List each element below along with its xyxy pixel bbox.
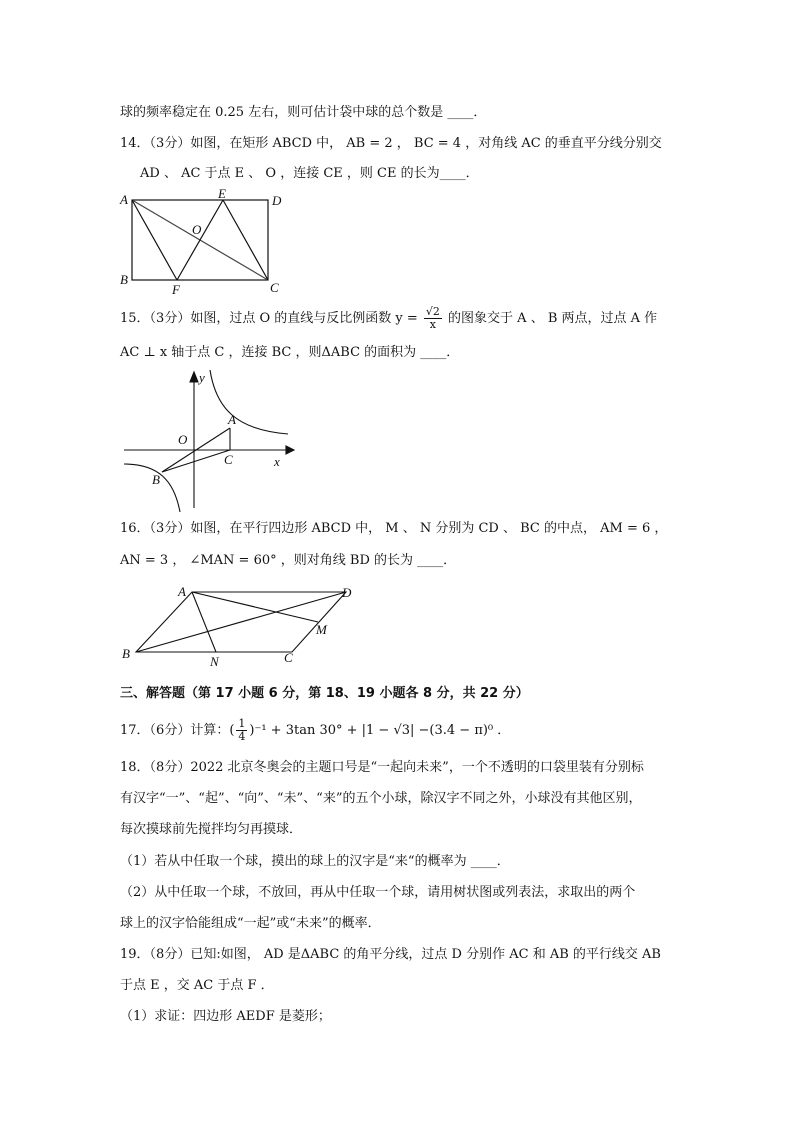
label-a: A: [120, 192, 128, 207]
figure-14-rectangle: [112, 188, 292, 296]
label-c: C: [284, 650, 293, 665]
question-19-part-1: （1）求证：四边形 AEDF 是菱形；: [120, 1009, 331, 1024]
label-c: C: [270, 280, 279, 295]
label-e: E: [218, 188, 226, 201]
question-18-part-2-line-2: 球上的汉字恰能组成“一起”或“未来”的概率．: [120, 916, 381, 931]
label-a: A: [228, 412, 236, 427]
question-18-line-3: 每次摸球前先搅拌均匀再摸球．: [120, 822, 303, 837]
question-18-part-2-line-1: （2）从中任取一个球，不放回，再从中任取一个球，请用树状图或列表法，求取出的两个: [120, 885, 636, 900]
fraction-denominator: 4: [238, 730, 246, 743]
question-15-text-pre: 15．（3分）如图，过点 O 的直线与反比例函数 y =: [120, 311, 418, 326]
label-b: B: [122, 646, 130, 661]
question-16-line-2: AN = 3 ， ∠MAN = 60° ，则对角线 BD 的长为 ____．: [120, 553, 457, 568]
fraction-one-quarter: [236, 718, 247, 743]
figure-16-parallelogram: [118, 580, 364, 670]
fraction-numerator: √2: [425, 305, 440, 318]
question-16-line-1: 16．（3分）如图，在平行四边形 ABCD 中， M 、 N 分别为 CD 、 BC 的中点， AM = 6 ，: [120, 521, 668, 536]
question-18-line-2: 有汉字“一”、“起”、“向”、“未”、“来”的五个小球，除汉字不同之外，小球没有其他区别，: [120, 791, 642, 806]
label-o: O: [192, 222, 202, 237]
label-f: F: [172, 282, 180, 296]
label-o: O: [178, 432, 188, 447]
section-3-heading: 三、解答题（第 17 小题 6 分，第 18、19 小题各 8 分，共 22 分）: [120, 686, 529, 701]
label-a: A: [178, 584, 186, 599]
fraction-numerator: 1: [238, 717, 246, 730]
label-b: B: [120, 272, 128, 287]
label-m: M: [316, 622, 327, 637]
question-15-line-2: AC ⊥ x 轴于点 C ，连接 BC ，则ΔABC 的面积为 ____．: [120, 345, 460, 360]
question-15-text-post: 的图象交于 A 、 B 两点，过点 A 作: [448, 311, 658, 326]
question-19-line-1: 19．（8分）已知:如图， AD 是ΔABC 的角平分线，过点 D 分别作 AC 和 AB 的平行线交 AB: [120, 947, 661, 962]
label-n: N: [210, 654, 219, 669]
label-y: y: [199, 370, 205, 385]
question-17: [120, 718, 510, 743]
question-14-line-1: 14．（3分）如图，在矩形 ABCD 中， AB = 2 ， BC = 4 ，对角线 AC 的垂直平分线分别交: [120, 136, 662, 151]
question-13-ending: 球的频率稳定在 0.25 左右，则可估计袋中球的总个数是 ____．: [120, 105, 487, 120]
label-d: D: [272, 193, 282, 208]
question-15-line-1: [120, 306, 657, 331]
question-18-line-1: 18．（8分）2022 北京冬奥会的主题口号是“一起向未来”，一个不透明的口袋里装有分别标: [120, 760, 644, 775]
fraction-sqrt2-over-x: [424, 306, 442, 331]
question-17-pre: 17．（6分）计算：(: [120, 723, 235, 738]
figure-15-inverse-function: [118, 368, 298, 512]
question-18-part-1: （1）若从中任取一个球，摸出的球上的汉字是“来“的概率为 ____．: [120, 854, 510, 869]
question-19-line-2: 于点 E ，交 AC 于点 F ．: [120, 978, 274, 993]
label-d: D: [342, 585, 352, 600]
question-14-line-2: AD 、 AC 于点 E 、 O ，连接 CE ，则 CE 的长为____．: [140, 166, 479, 181]
fraction-denominator: x: [429, 318, 436, 331]
question-17-post: )⁻¹ + 3tan 30° + |1 − √3| −(3.4 − π)⁰ ．: [249, 723, 511, 738]
label-x: x: [274, 454, 280, 469]
label-c: C: [224, 452, 233, 467]
label-b: B: [152, 472, 160, 487]
